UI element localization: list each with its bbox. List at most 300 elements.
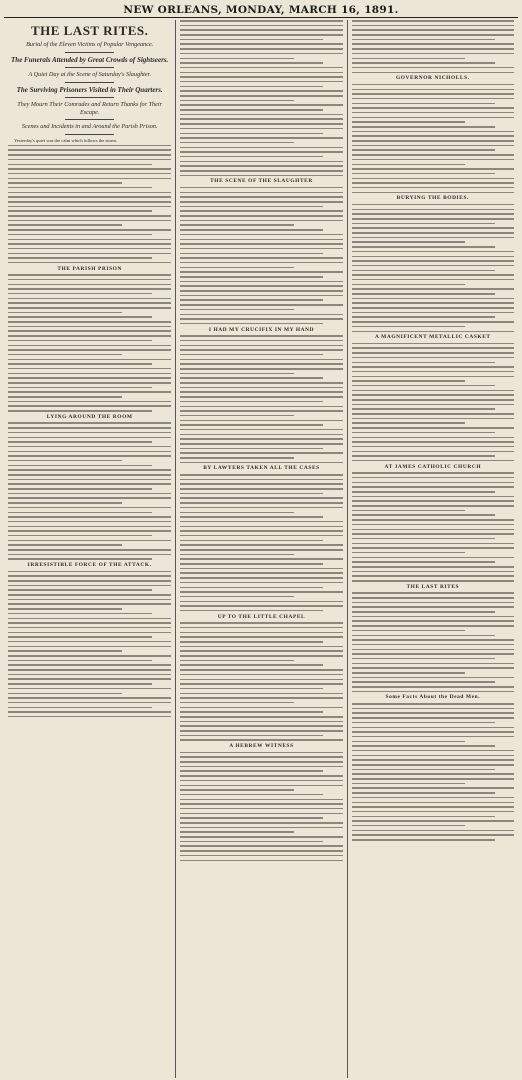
text-line <box>180 707 342 709</box>
text-line <box>180 210 342 212</box>
text-line <box>180 493 323 495</box>
text-line <box>8 316 152 318</box>
text-line <box>8 688 171 690</box>
text-line <box>8 540 171 542</box>
text-line <box>180 109 323 111</box>
text-line <box>180 434 342 436</box>
text-line <box>352 477 514 479</box>
text-line <box>180 309 294 311</box>
text-line <box>352 625 514 627</box>
text-line <box>352 29 514 31</box>
text-line <box>180 220 342 222</box>
text-line <box>180 196 342 198</box>
text-line <box>180 420 342 422</box>
text-line <box>8 502 122 504</box>
text-line <box>8 437 171 439</box>
text-line <box>180 156 323 158</box>
text-line <box>180 794 323 796</box>
text-line <box>352 446 514 448</box>
text-line <box>8 410 152 412</box>
text-line <box>180 276 323 278</box>
text-line <box>8 599 171 601</box>
text-line <box>8 493 171 495</box>
text-line <box>352 390 514 392</box>
text-line <box>180 775 342 777</box>
text-line <box>8 354 122 356</box>
text-line <box>8 469 171 471</box>
body-text <box>180 187 342 324</box>
text-line <box>180 58 294 60</box>
text-line <box>8 215 171 217</box>
divider <box>65 97 114 98</box>
text-line <box>180 234 342 236</box>
text-line <box>8 279 171 281</box>
text-line <box>352 288 514 290</box>
text-line <box>352 606 514 608</box>
text-line <box>352 418 514 420</box>
text-line <box>8 594 171 596</box>
text-line <box>180 401 323 403</box>
text-line <box>8 558 152 560</box>
text-line <box>180 95 342 97</box>
text-line <box>352 182 514 184</box>
text-line <box>352 745 495 747</box>
text-line <box>180 118 342 120</box>
deck-1: Burial of the Eleven Victims of Popular Vengeance. <box>26 41 154 48</box>
text-line <box>8 646 171 648</box>
lead-paragraph: Yesterday's quiet was the calm which follows the storm. <box>14 137 118 143</box>
text-line <box>180 123 342 125</box>
text-line <box>180 591 342 593</box>
text-line <box>180 860 342 862</box>
body-text <box>8 422 171 559</box>
text-line <box>8 571 171 573</box>
text-line <box>352 460 514 462</box>
text-line <box>352 427 514 429</box>
text-line <box>352 802 514 804</box>
text-line <box>180 674 342 676</box>
text-line <box>180 752 342 754</box>
text-line <box>352 500 514 502</box>
text-line <box>8 711 171 713</box>
text-line <box>8 707 152 709</box>
text-line <box>352 89 514 91</box>
text-line <box>352 806 514 808</box>
text-line <box>352 778 514 780</box>
subheading: BURYING THE BODIES. <box>396 195 469 202</box>
deck-6: Scenes and Incidents in and Around the Parish Prison. <box>21 123 158 131</box>
text-line <box>352 126 495 128</box>
text-line <box>180 175 342 177</box>
text-line <box>180 568 342 570</box>
text-line <box>352 404 514 406</box>
text-line <box>8 274 171 276</box>
text-line <box>180 735 323 737</box>
text-line <box>352 213 514 215</box>
text-line <box>180 554 294 556</box>
text-line <box>8 196 171 198</box>
column-3 <box>347 20 518 1078</box>
text-line <box>180 387 342 389</box>
text-line <box>180 25 342 27</box>
text-line <box>180 206 323 208</box>
text-line <box>180 192 342 194</box>
text-line <box>8 168 171 170</box>
text-line <box>180 72 342 74</box>
text-line <box>180 359 342 361</box>
text-line <box>8 716 171 718</box>
text-line <box>8 535 152 537</box>
text-line <box>8 330 171 332</box>
text-line <box>180 540 323 542</box>
text-line <box>8 664 171 666</box>
text-line <box>8 307 171 309</box>
text-line <box>8 220 171 222</box>
text-line <box>180 610 323 612</box>
text-line <box>352 316 495 318</box>
text-line <box>180 622 342 624</box>
text-line <box>8 488 152 490</box>
subheading: A MAGNIFICENT METALLIC CASKET <box>375 334 491 341</box>
text-line <box>352 472 514 474</box>
text-line <box>352 787 514 789</box>
text-line <box>180 822 342 824</box>
text-line <box>352 98 514 100</box>
text-line <box>180 281 342 283</box>
text-line <box>180 756 342 758</box>
text-line <box>352 347 514 349</box>
text-line <box>8 446 171 448</box>
body-text <box>8 274 171 411</box>
text-line <box>352 371 514 373</box>
text-line <box>8 702 171 704</box>
text-line <box>352 43 514 45</box>
text-line <box>352 825 466 827</box>
text-line <box>180 711 323 713</box>
subheading: THE LAST RITES <box>406 583 460 590</box>
text-line <box>8 382 171 384</box>
text-line <box>8 149 171 151</box>
text-line <box>8 401 171 403</box>
text-line <box>180 502 342 504</box>
text-line <box>8 391 171 393</box>
text-line <box>180 544 342 546</box>
text-line <box>180 349 342 351</box>
text-line <box>180 739 342 741</box>
text-line <box>8 622 171 624</box>
text-line <box>8 253 171 255</box>
text-line <box>352 580 514 582</box>
text-line <box>180 650 342 652</box>
text-line <box>8 257 152 259</box>
text-line <box>352 251 514 253</box>
text-line <box>180 424 323 426</box>
text-line <box>352 53 514 55</box>
body-text <box>180 335 342 463</box>
text-line <box>8 660 152 662</box>
deck-5: They Mourn Their Comrades and Return Thanks for Their Escape. <box>17 101 163 116</box>
text-line <box>180 688 323 690</box>
text-line <box>8 441 152 443</box>
text-line <box>180 257 342 259</box>
text-line <box>352 663 514 665</box>
text-line <box>352 34 514 36</box>
body-text <box>352 20 514 73</box>
deck-3: A Quiet Day at the Scene of Saturday's Slaughter. <box>28 71 151 79</box>
text-line <box>180 429 342 431</box>
text-line <box>352 722 495 724</box>
text-line <box>8 451 171 453</box>
text-line <box>180 669 342 671</box>
text-line <box>352 616 514 618</box>
text-line <box>352 117 514 119</box>
text-line <box>352 547 514 549</box>
text-line <box>180 76 342 78</box>
text-line <box>180 415 294 417</box>
text-line <box>352 164 466 166</box>
text-line <box>180 799 342 801</box>
text-line <box>8 201 171 203</box>
text-line <box>352 482 514 484</box>
text-line <box>8 512 152 514</box>
body-text <box>180 622 342 741</box>
text-line <box>8 326 171 328</box>
body-text <box>352 343 514 462</box>
text-line <box>352 691 514 693</box>
text-line <box>8 465 152 467</box>
text-line <box>352 672 466 674</box>
text-line <box>180 345 342 347</box>
text-line <box>180 572 342 574</box>
text-line <box>352 331 514 333</box>
text-line <box>180 457 294 459</box>
text-line <box>8 697 171 699</box>
text-line <box>180 627 342 629</box>
text-line <box>352 145 514 147</box>
text-line <box>8 288 171 290</box>
text-line <box>8 678 171 680</box>
text-line <box>180 335 342 337</box>
body-text <box>8 145 171 264</box>
text-line <box>352 204 514 206</box>
text-line <box>352 611 495 613</box>
text-line <box>8 262 171 264</box>
text-line <box>180 151 342 153</box>
text-line <box>180 295 342 297</box>
text-line <box>8 340 152 342</box>
text-line <box>352 557 514 559</box>
text-line <box>352 279 514 281</box>
text-line <box>352 422 466 424</box>
subheading: GOVERNOR NICHOLLS. <box>395 75 470 82</box>
text-line <box>8 627 171 629</box>
text-line <box>352 385 495 387</box>
text-line <box>352 783 466 785</box>
text-line <box>8 544 122 546</box>
text-line <box>180 770 323 772</box>
body-text <box>352 703 514 840</box>
text-line <box>180 479 342 481</box>
text-line <box>180 201 342 203</box>
text-line <box>180 314 342 316</box>
text-line <box>352 62 495 64</box>
text-line <box>8 335 171 337</box>
text-line <box>180 406 342 408</box>
text-line <box>8 516 171 518</box>
text-line <box>8 173 171 175</box>
subheading: I HAD MY CRUCIFIX IN MY HAND <box>208 326 315 333</box>
text-line <box>352 223 495 225</box>
text-line <box>352 103 495 105</box>
text-line <box>8 526 171 528</box>
column-1 <box>4 20 175 1078</box>
text-line <box>352 543 514 545</box>
text-line <box>180 128 342 130</box>
text-line <box>180 368 342 370</box>
text-line <box>352 192 514 194</box>
text-line <box>180 90 342 92</box>
deck-2: The Funerals Attended by Great Crowds of Sightseers. <box>11 55 169 64</box>
subheading: AT JAMES CATHOLIC CHURCH <box>384 463 482 470</box>
text-line <box>352 552 466 554</box>
text-line <box>8 302 171 304</box>
text-line <box>8 669 171 671</box>
text-line <box>180 142 294 144</box>
text-line <box>352 293 495 295</box>
text-line <box>8 396 122 398</box>
text-line <box>352 58 466 60</box>
text-line <box>352 20 514 22</box>
text-line <box>180 721 342 723</box>
text-line <box>352 658 495 660</box>
text-line <box>352 270 495 272</box>
text-line <box>352 25 514 27</box>
text-line <box>352 241 466 243</box>
text-line <box>8 608 122 610</box>
text-line <box>180 382 342 384</box>
text-line <box>352 491 495 493</box>
text-line <box>180 318 342 320</box>
text-line <box>352 496 514 498</box>
text-line <box>180 785 342 787</box>
text-line <box>8 224 122 226</box>
divider <box>65 82 114 83</box>
text-line <box>180 39 323 41</box>
text-line <box>8 239 171 241</box>
text-line <box>180 535 342 537</box>
text-line <box>180 577 342 579</box>
text-line <box>8 589 152 591</box>
text-line <box>8 455 171 457</box>
text-line <box>180 438 342 440</box>
text-line <box>352 246 495 248</box>
text-line <box>352 357 514 359</box>
subheading: Some Facts About the Dead Men. <box>385 694 481 701</box>
text-line <box>352 154 514 156</box>
text-line <box>352 839 495 841</box>
text-line <box>352 265 514 267</box>
text-line <box>352 321 514 323</box>
text-line <box>352 168 514 170</box>
divider <box>65 67 114 68</box>
text-line <box>352 274 514 276</box>
text-line <box>8 284 171 286</box>
deck-4: The Surviving Prisoners Visited in Their Quarters. <box>16 85 163 94</box>
text-line <box>180 836 342 838</box>
text-line <box>352 376 514 378</box>
text-line <box>180 462 342 464</box>
text-line <box>180 683 342 685</box>
text-line <box>352 820 514 822</box>
text-line <box>180 507 342 509</box>
text-line <box>352 712 514 714</box>
text-line <box>8 618 171 620</box>
text-line <box>352 135 514 137</box>
text-line <box>180 526 342 528</box>
text-line <box>180 67 342 69</box>
text-line <box>352 451 514 453</box>
text-line <box>352 140 514 142</box>
body-text <box>352 84 514 193</box>
text-line <box>352 727 514 729</box>
text-line <box>352 773 514 775</box>
article-columns <box>4 20 518 1078</box>
text-line <box>352 437 514 439</box>
text-line <box>180 448 323 450</box>
text-line <box>8 182 122 184</box>
body-text <box>180 752 342 861</box>
text-line <box>352 413 514 415</box>
text-line <box>180 582 342 584</box>
text-line <box>352 149 495 151</box>
text-line <box>352 681 495 683</box>
text-line <box>180 693 342 695</box>
text-line <box>180 377 323 379</box>
text-line <box>180 845 342 847</box>
text-line <box>352 227 514 229</box>
text-line <box>352 602 514 604</box>
text-line <box>180 636 342 638</box>
text-line <box>352 232 514 234</box>
text-line <box>8 363 152 365</box>
text-line <box>352 67 514 69</box>
text-line <box>352 736 514 738</box>
text-line <box>352 635 495 637</box>
text-line <box>352 834 514 836</box>
text-line <box>352 561 495 563</box>
text-line <box>352 352 514 354</box>
text-line <box>352 399 514 401</box>
text-line <box>352 394 514 396</box>
text-line <box>352 686 514 688</box>
text-line <box>180 114 342 116</box>
text-line <box>352 703 514 705</box>
subheading: IRRESISTIBLE FORCE OF THE ATTACK. <box>27 562 152 569</box>
text-line <box>180 323 323 325</box>
text-line <box>352 717 514 719</box>
text-line <box>180 596 294 598</box>
text-line <box>8 359 171 361</box>
text-line <box>180 224 294 226</box>
text-line <box>180 632 342 634</box>
text-line <box>180 354 323 356</box>
text-line <box>352 455 495 457</box>
text-line <box>180 81 342 83</box>
text-line <box>352 571 514 573</box>
subheading: UP TO THE LITTLE CHAPEL <box>217 613 306 620</box>
text-line <box>180 483 342 485</box>
text-line <box>352 529 514 531</box>
